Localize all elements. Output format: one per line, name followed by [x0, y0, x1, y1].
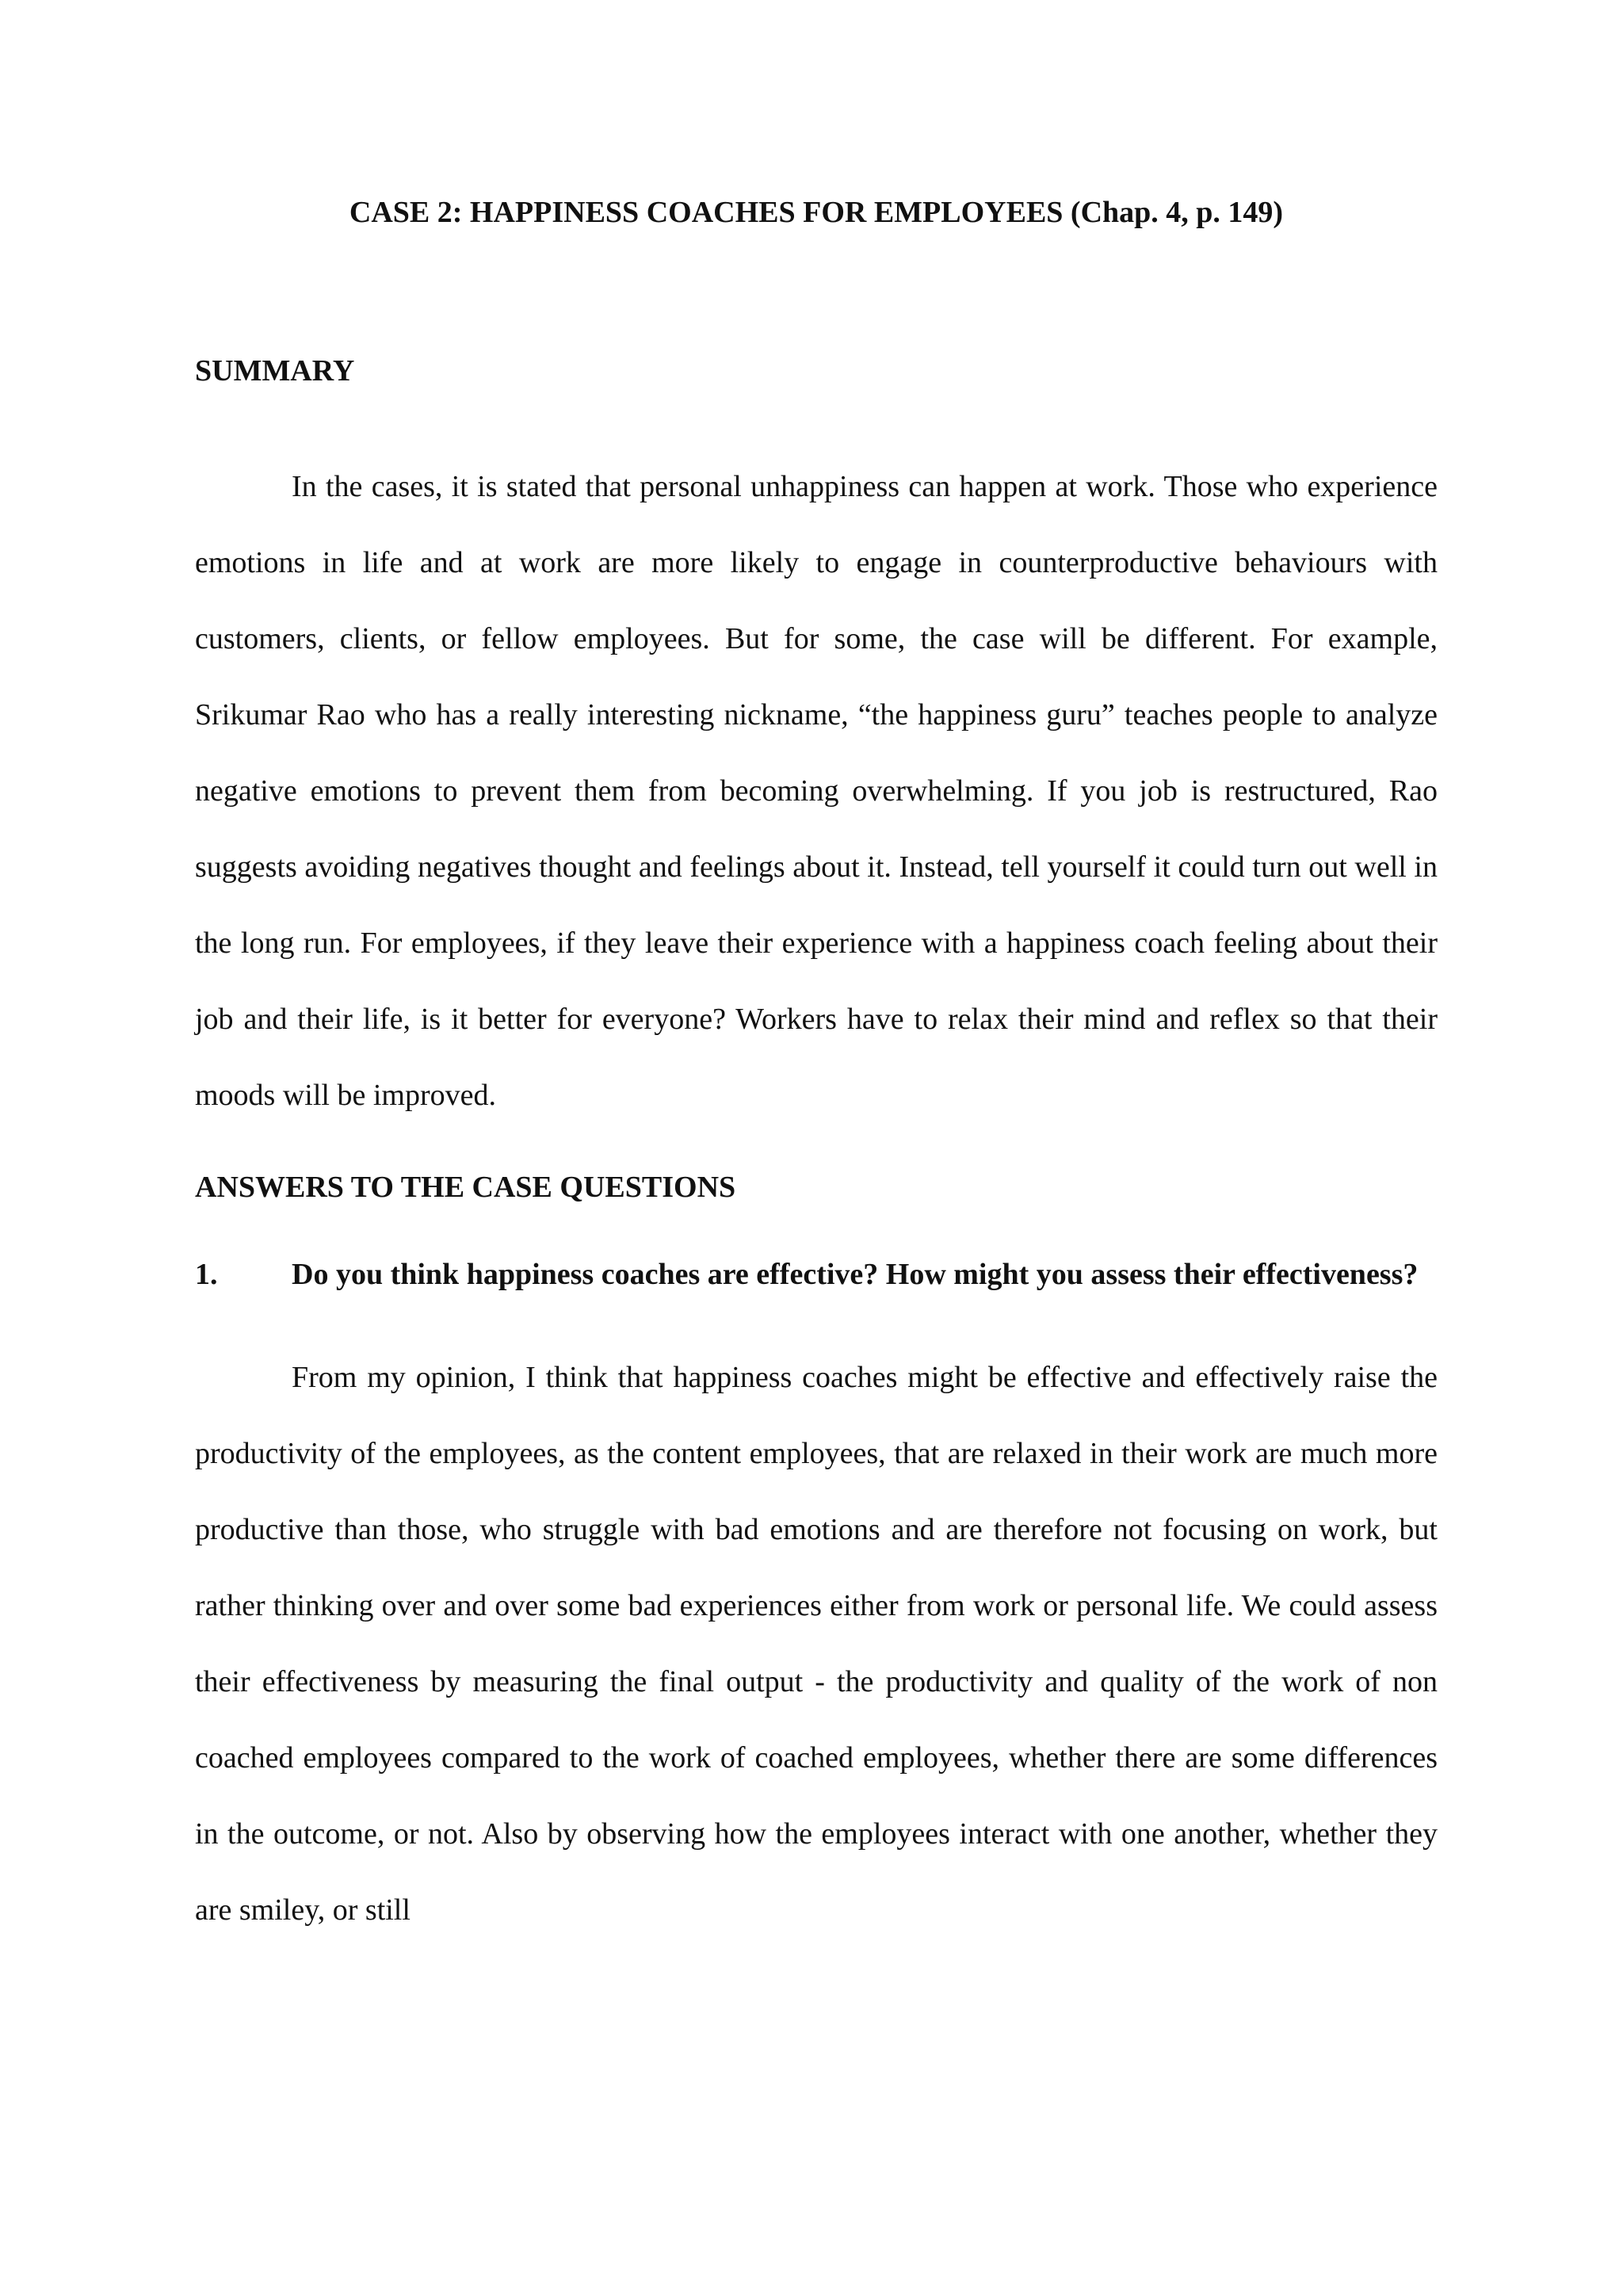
question-1-number: 1. — [195, 1258, 218, 1291]
answers-heading: ANSWERS TO THE CASE QUESTIONS — [195, 1171, 736, 1204]
question-1-text: Do you think happiness coaches are effective? How might you assess their effectiveness? — [292, 1258, 1419, 1291]
document-title: CASE 2: HAPPINESS COACHES FOR EMPLOYEES (Chap. 4, p. 149) — [349, 196, 1284, 229]
question-1 — [195, 1236, 1438, 1312]
answer-1-paragraph: From my opinion, I think that happiness coaches might be effective and effectively raise the productivity of the employees, as the content employees, that are relaxed in their work are much more productive than those, who struggle with bad emotions and are therefore not focusing on work, but rather thinking over and over some bad experiences either from work or personal life. We could assess their effectiveness by measuring the final output - the productivity and quality of the work of non coached employees compared to the work of coached employees, whether there are some differences in the outcome, or not. Also by observing how the employees interact with one another, whether they are smiley, or still — [195, 1361, 1438, 1927]
document-body — [195, 190, 1438, 1948]
summary-heading: SUMMARY — [195, 354, 355, 388]
summary-paragraph: In the cases, it is stated that personal unhappiness can happen at work. Those who experience emotions in life and at work are more likely to engage in counterproductive behaviours with customers, clients, or fellow employees. But for some, the case will be different. For example, Srikumar Rao who has a really interesting nickname, “the happiness guru” teaches people to analyze negative emotions to prevent them from becoming overwhelming. If you job is restructured, Rao suggests avoiding negatives thought and feelings about it. Instead, tell yourself it could turn out well in the long run. For employees, if they leave their experience with a happiness coach feeling about their job and their life, is it better for everyone? Workers have to relax their mind and reflex so that their moods will be improved. — [195, 470, 1438, 1112]
